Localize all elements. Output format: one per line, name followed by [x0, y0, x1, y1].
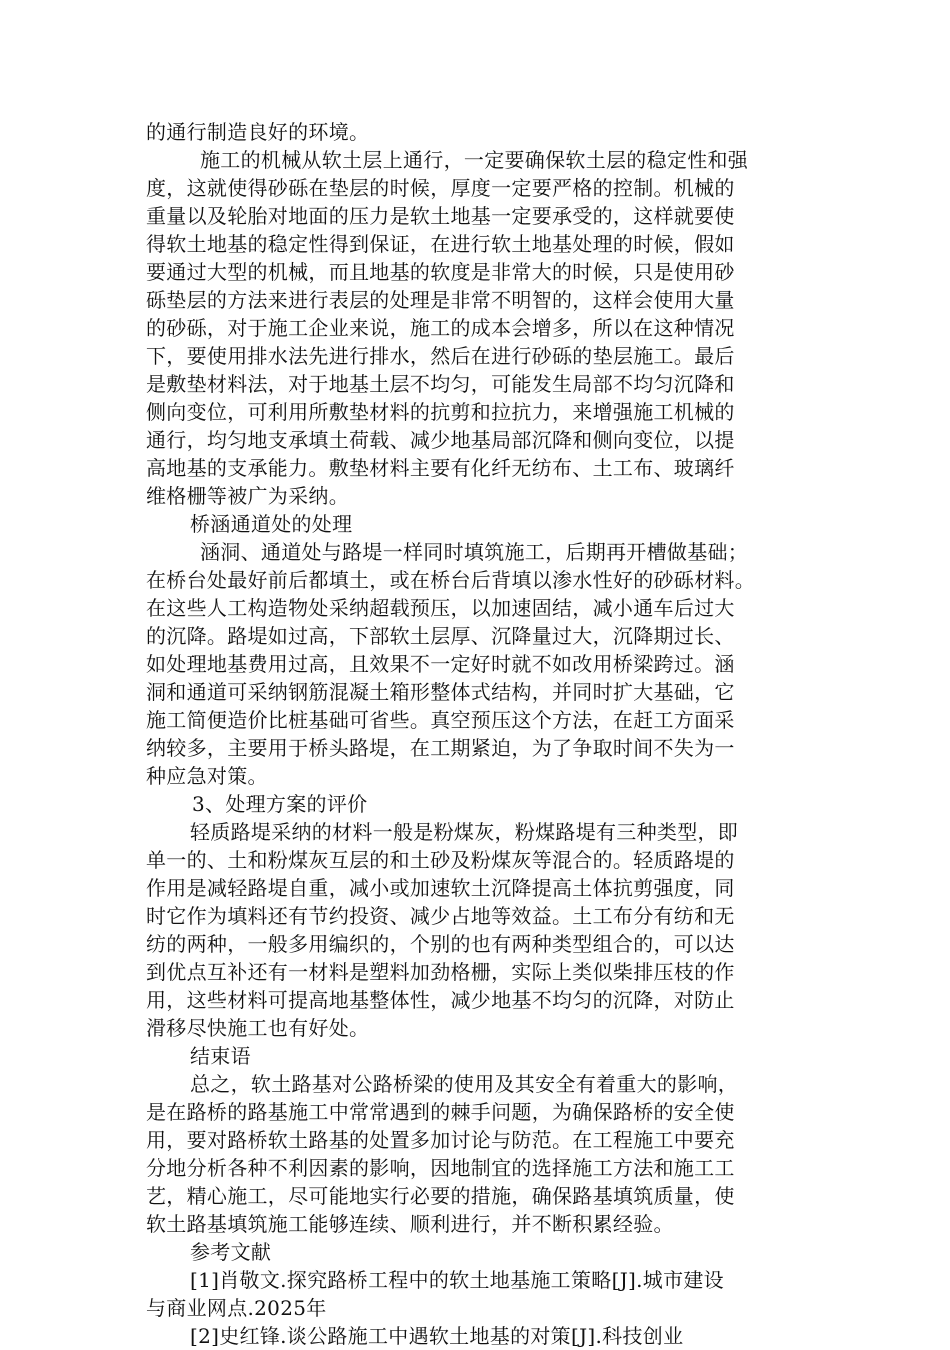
text-line: 洞和通道可采纳钢筋混凝土箱形整体式结构，并同时扩大基础，它 — [146, 680, 735, 704]
text-line: 重量以及轮胎对地面的压力是软土地基一定要承受的，这样就要使 — [146, 204, 735, 228]
text-line: 结束语 — [190, 1044, 251, 1068]
text-line: 砾垫层的方法来进行表层的处理是非常不明智的，这样会使用大量 — [146, 288, 735, 312]
text-line: 到优点互补还有一材料是塑料加劲格栅，实际上类似柴排压枝的作 — [146, 960, 735, 984]
text-line: 度，这就使得砂砾在垫层的时候，厚度一定要严格的控制。机械的 — [146, 176, 735, 200]
text-line: [1]肖敬文.探究路桥工程中的软土地基施工策略[J].城市建设 — [190, 1268, 724, 1292]
text-line: 种应急对策。 — [146, 764, 268, 788]
text-line: 得软土地基的稳定性得到保证，在进行软土地基处理的时候，假如 — [146, 232, 735, 256]
text-line: 下，要使用排水法先进行排水，然后在进行砂砾的垫层施工。最后 — [146, 344, 735, 368]
text-line: 在桥台处最好前后都填土，或在桥台后背填以渗水性好的砂砾材料。 — [146, 568, 755, 592]
text-line: 高地基的支承能力。敷垫材料主要有化纤无纺布、土工布、玻璃纤 — [146, 456, 735, 480]
text-line: 3、处理方案的评价 — [192, 792, 368, 816]
text-line: 要通过大型的机械，而且地基的软度是非常大的时候，只是使用砂 — [146, 260, 735, 284]
text-line: 维格栅等被广为采纳。 — [146, 484, 349, 508]
document-page — [146, 118, 814, 1350]
text-line: 作用是减轻路堤自重，减小或加速软土沉降提高土体抗剪强度，同 — [146, 876, 735, 900]
text-line: 是在路桥的路基施工中常常遇到的棘手问题，为确保路桥的安全使 — [146, 1100, 735, 1124]
text-line: 纺的两种，一般多用编织的，个别的也有两种类型组合的，可以达 — [146, 932, 735, 956]
text-line: 用，要对路桥软土路基的处置多加讨论与防范。在工程施工中要充 — [146, 1128, 735, 1152]
text-line: 纳较多，主要用于桥头路堤，在工期紧迫，为了争取时间不失为一 — [146, 736, 735, 760]
text-line: 如处理地基费用过高，且效果不一定好时就不如改用桥梁跨过。涵 — [146, 652, 735, 676]
text-line: 总之，软土路基对公路桥梁的使用及其安全有着重大的影响， — [190, 1072, 739, 1096]
text-line: 的通行制造良好的环境。 — [146, 120, 370, 144]
text-line: 侧向变位，可利用所敷垫材料的抗剪和拉抗力，来增强施工机械的 — [146, 400, 735, 424]
text-line: 通行，均匀地支承填土荷载、减少地基局部沉降和侧向变位，以提 — [146, 428, 735, 452]
text-line: 是敷垫材料法，对于地基土层不均匀，可能发生局部不均匀沉降和 — [146, 372, 735, 396]
text-line: 参考文献 — [190, 1240, 272, 1264]
text-line: 涵洞、通道处与路堤一样同时填筑施工，后期再开槽做基础； — [200, 540, 749, 564]
text-line: 的砂砾，对于施工企业来说，施工的成本会增多，所以在这种情况 — [146, 316, 735, 340]
text-line: 施工简便造价比桩基础可省些。真空预压这个方法，在赶工方面采 — [146, 708, 735, 732]
text-line: 用，这些材料可提高地基整体性，减少地基不均匀的沉降，对防止 — [146, 988, 735, 1012]
text-line: [2]史红锋.谈公路施工中遇软土地基的对策[J].科技创业 — [190, 1324, 684, 1348]
text-line: 施工的机械从软土层上通行，一定要确保软土层的稳定性和强 — [200, 148, 749, 172]
text-line: 艺，精心施工，尽可能地实行必要的措施，确保路基填筑质量，使 — [146, 1184, 735, 1208]
text-line: 桥涵通道处的处理 — [190, 512, 353, 536]
text-line: 滑移尽快施工也有好处。 — [146, 1016, 370, 1040]
text-line: 单一的、土和粉煤灰互层的和土砂及粉煤灰等混合的。轻质路堤的 — [146, 848, 735, 872]
text-line: 时它作为填料还有节约投资、减少占地等效益。土工布分有纺和无 — [146, 904, 735, 928]
text-line: 软土路基填筑施工能够连续、顺利进行，并不断积累经验。 — [146, 1212, 674, 1236]
document-body — [146, 118, 814, 1350]
text-line: 轻质路堤采纳的材料一般是粉煤灰，粉煤路堤有三种类型，即 — [190, 820, 739, 844]
text-line: 与商业网点.2025年 — [146, 1296, 327, 1320]
text-line: 在这些人工构造物处采纳超载预压，以加速固结，减小通车后过大 — [146, 596, 735, 620]
text-line: 的沉降。路堤如过高，下部软土层厚、沉降量过大，沉降期过长、 — [146, 624, 735, 648]
text-line: 分地分析各种不利因素的影响，因地制宜的选择施工方法和施工工 — [146, 1156, 735, 1180]
